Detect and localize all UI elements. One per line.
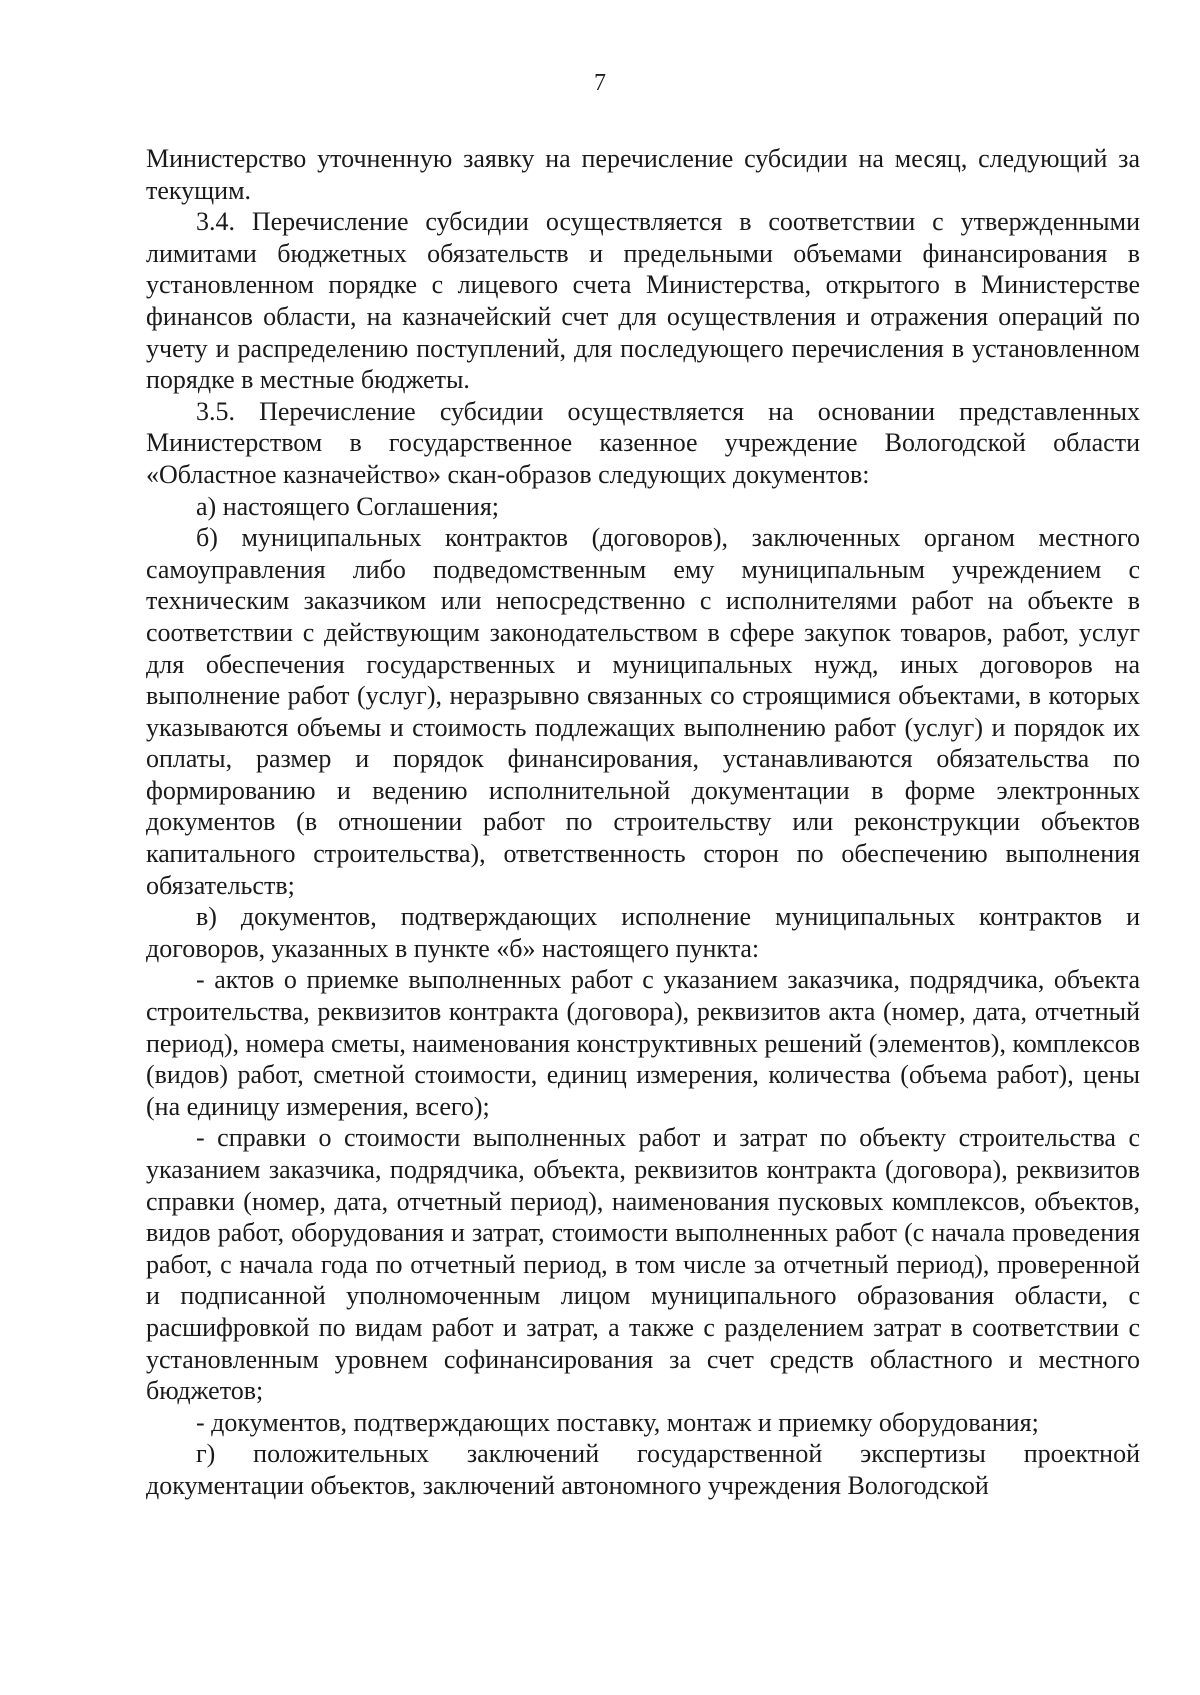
page-number: 7: [594, 70, 606, 96]
document-body: [146, 143, 1140, 1502]
dash-item-certificate: - справки о стоимости выполненных работ и затрат по объекту строительства с указанием заказчика, подрядчика, объекта, реквизитов контракта (договора), реквизитов справки (номер, дата, отчетный период), наименования пусковых комплексов, объектов, видов работ, оборудования и затрат, стоимости выполненных работ (с начала проведения работ, с начала года по отчетный период, в том числе за отчетный период), проверенной и подписанной уполномоченным лицом муниципального образования области, с расшифровкой по видам работ и затрат, а также с разделением затрат в соответствии с установленным уровнем софинансирования за счет средств областного и местного бюджетов;: [146, 1123, 1140, 1406]
list-item-v: в) документов, подтверждающих исполнение муниципальных контрактов и договоров, указанных в пункте «б» настоящего пункта:: [146, 902, 1140, 963]
dash-item-equipment: - документов, подтверждающих поставку, монтаж и приемку оборудования;: [196, 1407, 1039, 1437]
paragraph-3-4: 3.4. Перечисление субсидии осуществляется в соответствии с утвержденными лимитами бюджетных обязательств и предельными объемами финансирования в установленном порядке с лицевого счета Министерства, открытого в Министерстве финансов области, на казначейский счет для осуществления и отражения операций по учету и распределению поступлений, для последующего перечисления в установленном порядке в местные бюджеты.: [146, 207, 1140, 395]
list-item-a: а) настоящего Соглашения;: [196, 491, 500, 521]
dash-item-acts: - актов о приемке выполненных работ с указанием заказчика, подрядчика, объекта строительства, реквизитов контракта (договора), реквизитов акта (номер, дата, отчетный период), номера сметы, наименования конструктивных решений (элементов), комплексов (видов) работ, сметной стоимости, единиц измерения, количества (объема работ), цены (на единицу измерения, всего);: [146, 965, 1140, 1121]
paragraph-3-5: 3.5. Перечисление субсидии осуществляется на основании представленных Министерством в государственное казенное учреждение Вологодской области «Областное казначейство» скан-образов следующих документов:: [146, 396, 1140, 489]
list-item-g: г) положительных заключений государственной экспертизы проектной документации объектов, заключений автономного учреждения Вологодской: [146, 1439, 1140, 1500]
paragraph-continuation: Министерство уточненную заявку на перечисление субсидии на месяц, следующий за текущим.: [146, 144, 1140, 205]
list-item-b: б) муниципальных контрактов (договоров), заключенных органом местного самоуправления либо подведомственным ему муниципальным учреждением с техническим заказчиком или непосредственно с исполнителями работ на объекте в соответствии с действующим законодательством в сфере закупок товаров, работ, услуг для обеспечения государственных и муниципальных нужд, иных договоров на выполнение работ (услуг), неразрывно связанных со строящимися объектами, в которых указываются объемы и стоимость подлежащих выполнению работ (услуг) и порядок их оплаты, размер и порядок финансирования, устанавливаются обязательства по формированию и ведению исполнительной документации в форме электронных документов (в отношении работ по строительству или реконструкции объектов капитального строительства), ответственность сторон по обеспечению выполнения обязательств;: [146, 523, 1140, 900]
